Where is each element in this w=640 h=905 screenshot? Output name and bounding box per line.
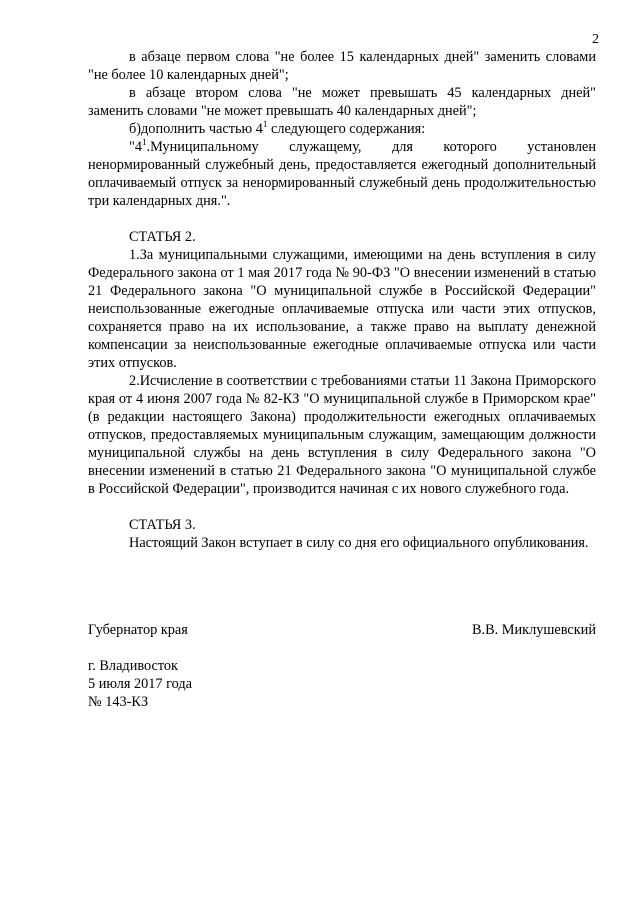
amendment-paragraph-4-tail: .Муниципальному служащему, для которого установлен ненормированный служебный день, предоставляется ежегодный дополнительный оплачиваемый отпуск за ненормированный служебный день продолжительностью три календарных дня.".: [88, 139, 596, 209]
superscript-number: 1: [142, 137, 147, 147]
article-2-paragraph-2: 2.Исчисление в соответствии с требованиями статьи 11 Закона Приморского края от 4 июня 2007 года № 82-КЗ "О муниципальной службе в Приморском крае" (в редакции настоящего Закона) продолжительности ежегодных оплачиваемых отпусков, предоставляемых муниципальным служащим, замещающим должности муниципальной службы на день вступления в силу Федерального закона "О внесении изменений в статью 21 Федерального закона "О муниципальной службе в Российской Федерации", производится начиная с их нового служебного года.: [88, 373, 596, 497]
article-2-paragraph-1: 1.За муниципальными служащими, имеющими на день вступления в силу Федерального закона от 1 мая 2017 года № 90-ФЗ "О внесении изменений в статью 21 Федерального закона "О муниципальной службе в Российской Федерации" неиспользованные ежегодные оплачиваемые отпуска или части этих отпусков, сохраняется право на их использование, а также право на выплату денежной компенсации за неиспользованные ежегодные оплачиваемые отпуска или части этих отпусков.: [88, 247, 596, 371]
signatory-position: Губернатор края: [88, 622, 188, 638]
amendment-paragraph-1: в абзаце первом слова "не более 15 календарных дней" заменить словами "не более 10 календарных дней";: [88, 49, 596, 83]
superscript-number: 1: [262, 119, 268, 129]
document-footer: [88, 657, 192, 711]
amendment-paragraph-3: [88, 120, 596, 138]
article-3-paragraph-1: Настоящий Закон вступает в силу со дня его официального опубликования.: [129, 535, 589, 551]
article-2-heading: СТАТЬЯ 2.: [129, 229, 196, 245]
signatory-name: В.В. Миклушевский: [471, 622, 596, 638]
amendment-paragraph-3-tail: следующего содержания:: [267, 121, 426, 137]
paragraph-spacer: [88, 210, 596, 228]
amendment-paragraph-4-text: "4: [129, 139, 142, 155]
amendment-paragraph-3-text: б)дополнить частью 4: [129, 121, 263, 137]
footer-date: 5 июля 2017 года: [88, 676, 193, 692]
amendment-paragraph-4: [88, 138, 596, 210]
footer-law-number: № 143-КЗ: [88, 694, 149, 710]
document-body: [88, 48, 596, 552]
page-number: 2: [592, 32, 599, 47]
article-3-heading: СТАТЬЯ 3.: [129, 517, 196, 533]
footer-city: г. Владивосток: [88, 658, 178, 674]
paragraph-spacer: [88, 498, 596, 516]
amendment-paragraph-2: в абзаце втором слова "не может превышать 45 календарных дней" заменить словами "не может превышать 40 календарных дней";: [88, 85, 596, 119]
